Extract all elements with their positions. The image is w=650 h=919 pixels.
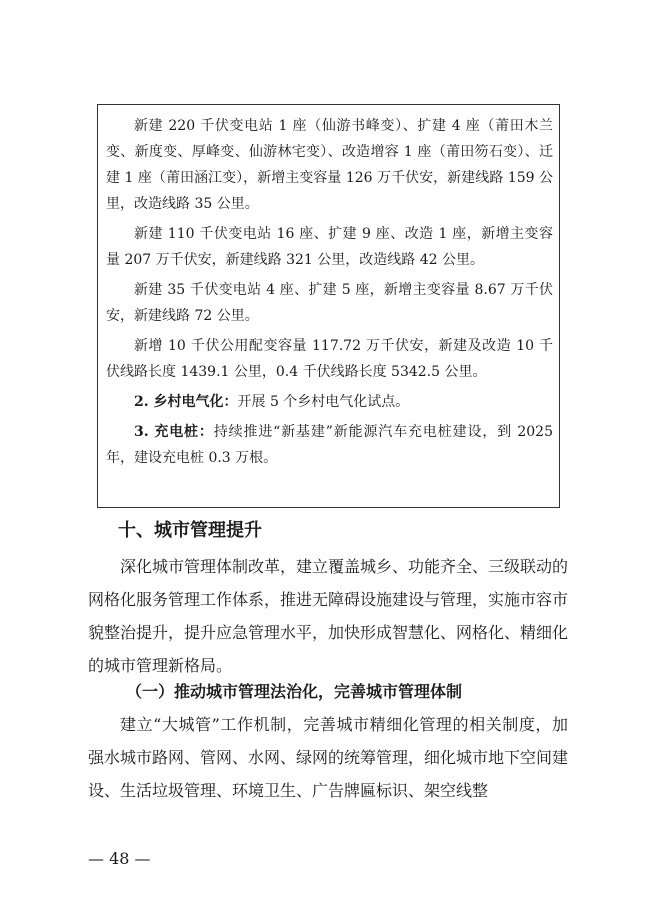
box-paragraph-35kv: 新建 35 千伏变电站 4 座、扩建 5 座，新增主变容量 8.67 万千伏安，新建线路 72 公里。: [106, 282, 553, 324]
page-number: — 48 —: [88, 849, 151, 868]
info-box-content: [106, 113, 553, 475]
box-paragraph-10kv: 新增 10 千伏公用配变容量 117.72 万千伏安，新建及改造 10 千伏线路长度 1439.1 公里，0.4 千伏线路长度 5342.5 公里。: [106, 338, 553, 380]
item-label: 3. 充电桩：: [134, 424, 214, 440]
item-text: 开展 5 个乡村电气化试点。: [237, 394, 410, 410]
info-box: [97, 104, 560, 508]
item-text: 持续推进“新基建”新能源汽车充电桩建设，到 2025 年，建设充电桩 0.3 万根。: [106, 424, 553, 466]
subsection-paragraph: 建立“大城管”工作机制，完善城市精细化管理的相关制度，加强水城市路网、管网、水网、绿网的统筹管理，细化城市地下空间建设、生活垃圾管理、环境卫生、广告牌匾标识、架空线整: [88, 715, 569, 800]
section-title: 十、城市管理提升: [118, 520, 262, 541]
box-paragraph-110kv: 新建 110 千伏变电站 16 座、扩建 9 座、改造 1 座，新增主变容量 207 万千伏安，新建线路 321 公里，改造线路 42 公里。: [106, 226, 553, 268]
box-item-charging-piles: [106, 419, 553, 471]
item-label: 2. 乡村电气化：: [134, 394, 238, 410]
section-paragraph: 深化城市管理体制改革，建立覆盖城乡、功能齐全、三级联动的网格化服务管理工作体系，推进无障碍设施建设与管理，实施市容市貌整治提升，提升应急管理水平，加快形成智慧化、网格化、精细化的城市管理新格局。: [88, 557, 569, 675]
box-paragraph-220kv: 新建 220 千伏变电站 1 座（仙游书峰变）、扩建 4 座（莆田木兰变、新度变、厚峰变、仙游林宅变）、改造增容 1 座（莆田笏石变）、迁建 1 座（莆田涵江变），新增主变容量 126 万千伏安，新建线路 159 公里，改造线路 35 公里。: [106, 118, 553, 212]
subsection-title: （一）推动城市管理法治化，完善城市管理体制: [126, 682, 463, 701]
box-item-rural-electrification: [106, 389, 553, 415]
